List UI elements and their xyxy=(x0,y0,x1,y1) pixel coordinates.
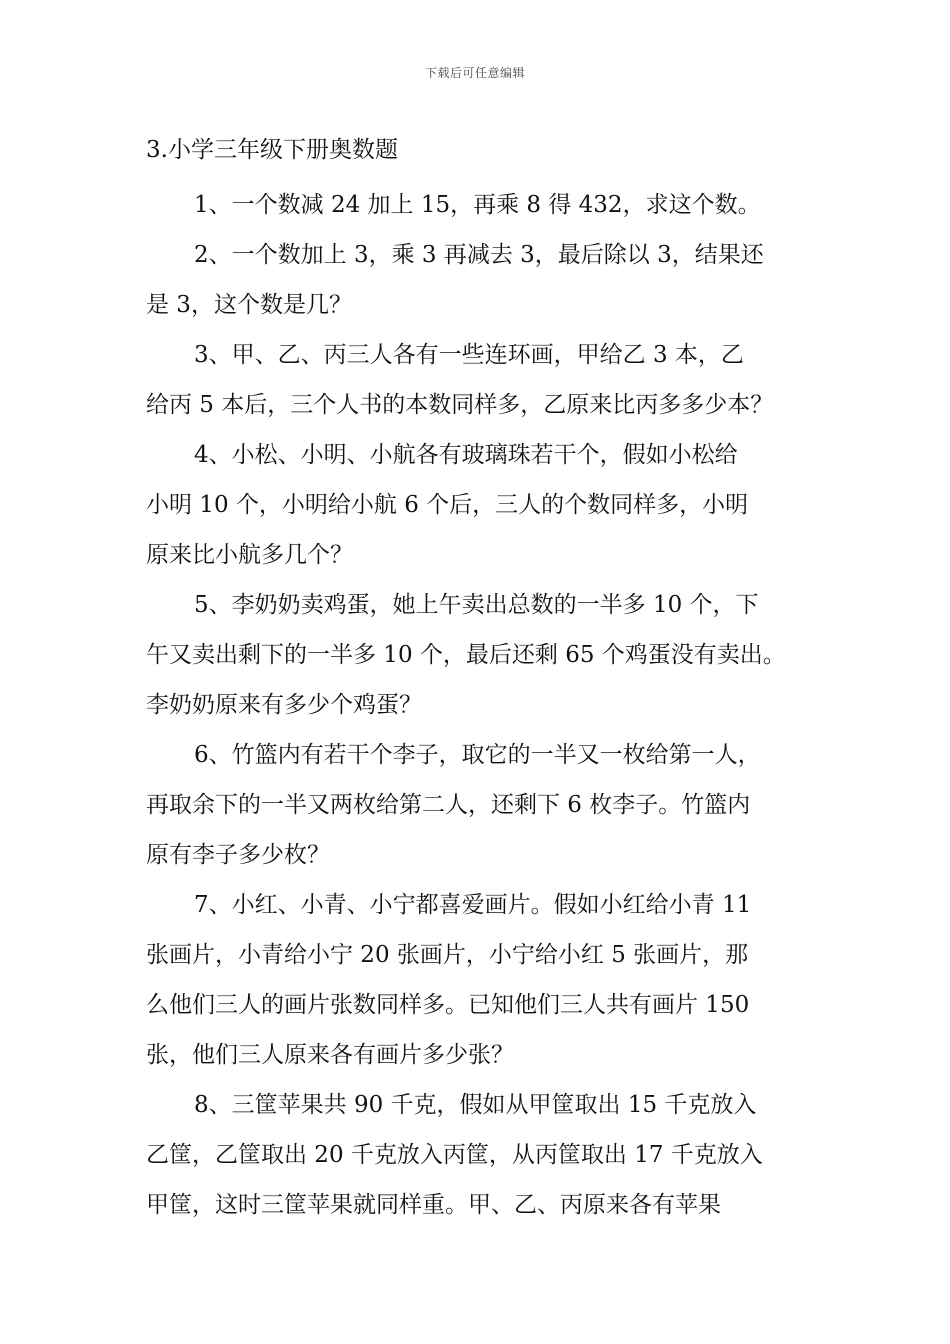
problem-2-line-1: 2、一个数加上 3，乘 3 再减去 3，最后除以 3，结果还 xyxy=(194,242,764,268)
problem-4-line-2: 小明 10 个，小明给小航 6 个后，三人的个数同样多，小明 xyxy=(146,492,749,518)
problem-5-line-3: 李奶奶原来有多少个鸡蛋？ xyxy=(146,692,422,718)
problem-6-line-1: 6、竹篮内有若干个李子，取它的一半又一枚给第一人， xyxy=(194,742,761,768)
problem-8-line-2: 乙筐，乙筐取出 20 千克放入丙筐，从丙筐取出 17 千克放入 xyxy=(146,1142,763,1168)
problem-4-line-1: 4、小松、小明、小航各有玻璃珠若干个，假如小松给 xyxy=(194,442,738,468)
problem-7-line-4: 张，他们三人原来各有画片多少张？ xyxy=(146,1042,514,1068)
problem-7-line-2: 张画片，小青给小宁 20 张画片，小宁给小红 5 张画片，那 xyxy=(146,942,749,968)
problem-5-line-2: 午又卖出剩下的一半多 10 个，最后还剩 65 个鸡蛋没有卖出。 xyxy=(146,642,786,668)
problem-2-line-2: 是 3，这个数是几？ xyxy=(146,292,352,318)
page-header: 下载后可任意编辑 xyxy=(424,66,525,80)
problem-4-line-3: 原来比小航多几个？ xyxy=(146,542,353,568)
problem-3-line-2: 给丙 5 本后，三个人书的本数同样多，乙原来比丙多多少本？ xyxy=(146,392,774,418)
problem-3-line-1: 3、甲、乙、丙三人各有一些连环画，甲给乙 3 本，乙 xyxy=(194,342,744,368)
problem-8-line-1: 8、三筐苹果共 90 千克，假如从甲筐取出 15 千克放入 xyxy=(194,1092,757,1118)
problem-5-line-1: 5、李奶奶卖鸡蛋，她上午卖出总数的一半多 10 个，下 xyxy=(194,592,759,618)
problem-7-line-3: 么他们三人的画片张数同样多。已知他们三人共有画片 150 xyxy=(146,992,750,1018)
document-title: 3.小学三年级下册奥数题 xyxy=(146,137,398,163)
problem-7-line-1: 7、小红、小青、小宁都喜爱画片。假如小红给小青 11 xyxy=(194,892,752,918)
problem-1-line-1: 1、一个数减 24 加上 15，再乘 8 得 432，求这个数。 xyxy=(194,192,761,218)
problem-6-line-3: 原有李子多少枚？ xyxy=(146,842,330,868)
problem-6-line-2: 再取余下的一半又两枚给第二人，还剩下 6 枚李子。竹篮内 xyxy=(146,792,751,818)
problem-8-line-3: 甲筐，这时三筐苹果就同样重。甲、乙、丙原来各有苹果 xyxy=(146,1192,721,1218)
document-body xyxy=(146,130,814,1230)
